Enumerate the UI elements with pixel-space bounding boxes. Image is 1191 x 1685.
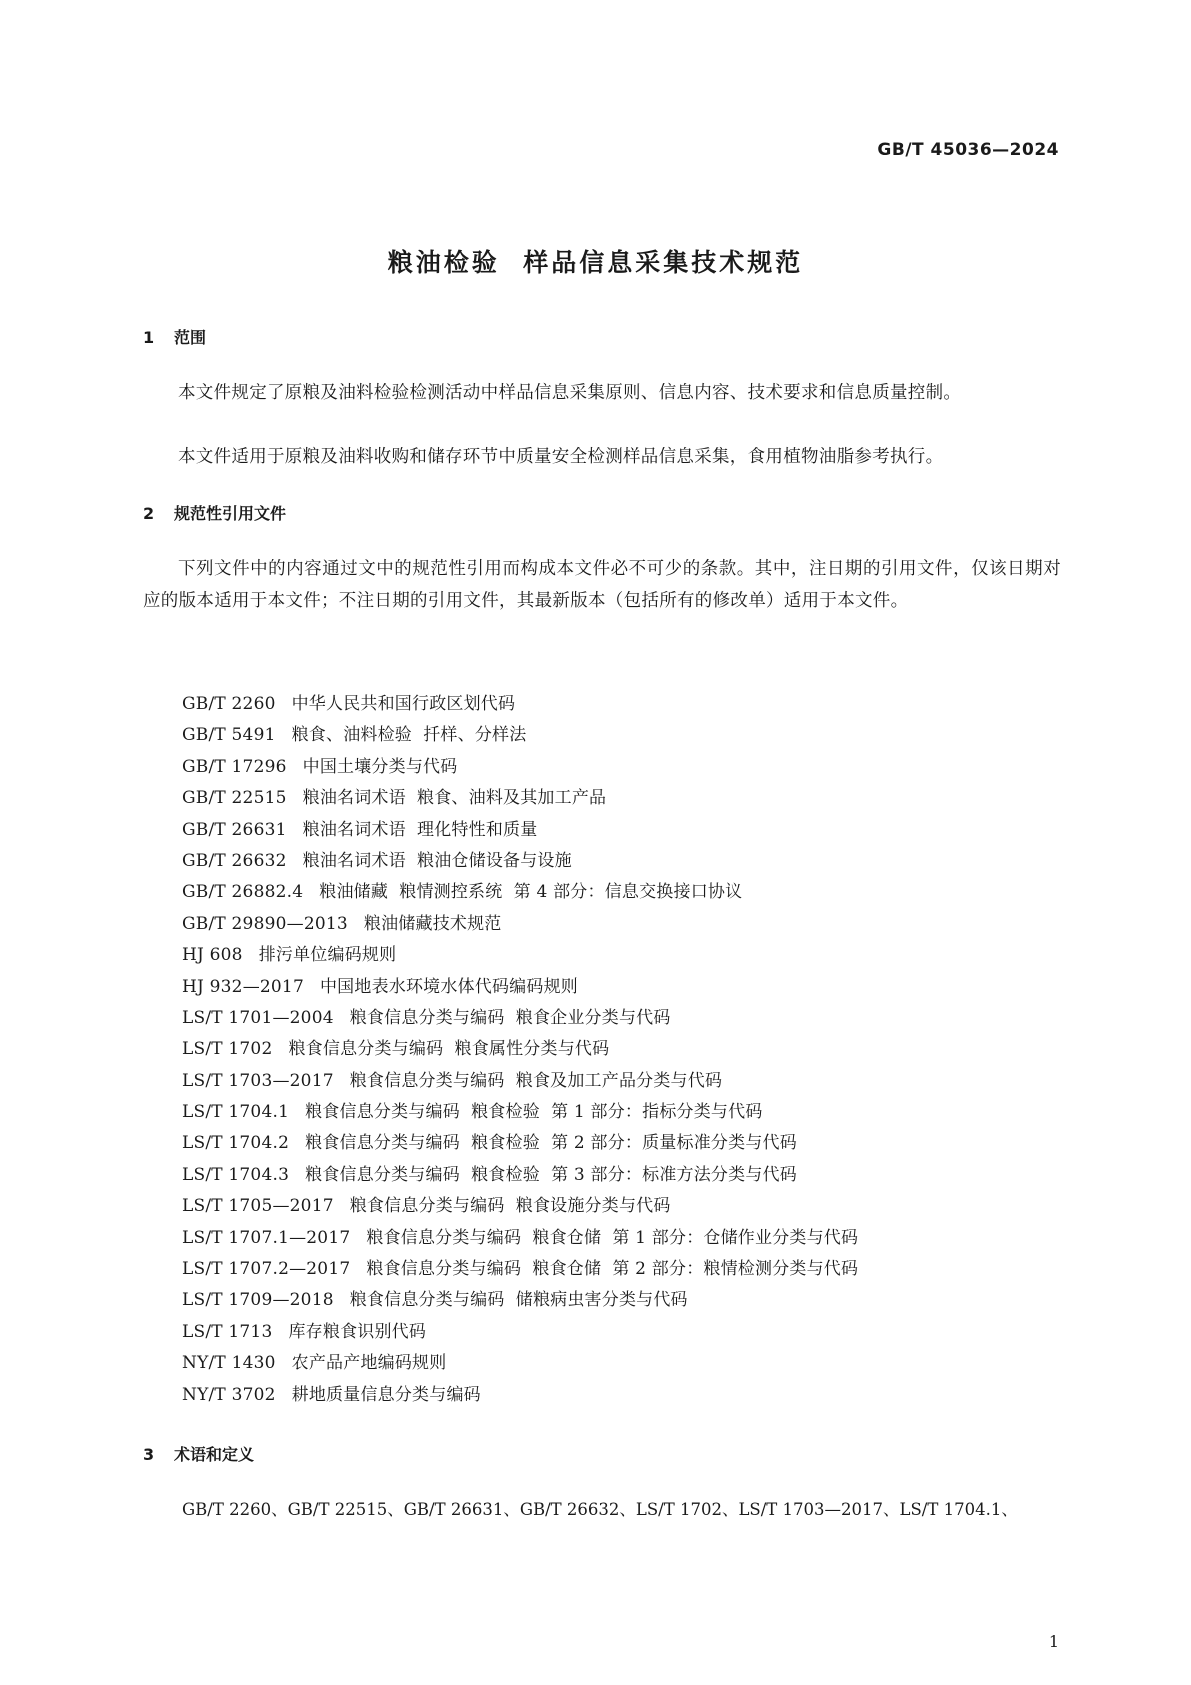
reference-title: 粮食信息分类与编码 粮食企业分类与代码 [349,1007,671,1028]
section-title: 范围 [174,328,207,347]
reference-item [182,783,858,814]
reference-code: LS/T 1703—2017 [182,1070,334,1091]
reference-title: 粮油储藏 粮情测控系统 第 4 部分：信息交换接口协议 [319,882,743,903]
reference-title: 粮食信息分类与编码 粮食检验 第 1 部分：指标分类与代码 [305,1102,763,1123]
reference-title: 粮油名词术语 粮食、油料及其加工产品 [302,788,607,809]
reference-title: 中国土壤分类与代码 [302,756,458,777]
reference-title: 粮食信息分类与编码 粮食设施分类与代码 [349,1196,671,1217]
reference-code: GB/T 5491 [182,725,276,746]
reference-title: 粮油储藏技术规范 [363,913,502,934]
reference-item [182,1066,858,1097]
reference-code: GB/T 2260 [182,694,276,714]
reference-code: GB/T 26631 [182,819,287,840]
reference-title: 排污单位编码规则 [258,945,397,966]
reference-title: 粮食信息分类与编码 粮食检验 第 3 部分：标准方法分类与代码 [305,1164,797,1185]
section-number: 2 [143,504,155,523]
reference-title: 粮食信息分类与编码 粮食检验 第 2 部分：质量标准分类与代码 [305,1133,797,1154]
reference-item [182,877,858,908]
reference-title: 农产品产地编码规则 [291,1353,447,1374]
reference-code: LS/T 1707.2—2017 [182,1259,351,1280]
reference-item [182,940,858,971]
reference-code: HJ 608 [182,945,243,966]
reference-item [182,1097,858,1128]
reference-item [182,1191,858,1222]
reference-item [182,1285,858,1316]
reference-item [182,972,858,1003]
reference-item [182,720,858,751]
reference-item [182,1003,858,1034]
terms-intro: GB/T 2260、GB/T 22515、GB/T 26631、GB/T 26632、LS/T 1702、LS/T 1703—2017、LS/T 1704.1、 [182,1500,1018,1519]
reference-code: LS/T 1704.1 [182,1102,290,1123]
reference-item [182,1223,858,1254]
reference-code: LS/T 1704.3 [182,1164,290,1185]
reference-item [182,1317,858,1348]
section-number: 1 [143,328,155,347]
section-3-heading [143,1442,254,1465]
section-1-heading [143,325,206,348]
reference-title: 粮食信息分类与编码 粮食及加工产品分类与代码 [349,1070,723,1091]
section-2-heading [143,501,286,524]
reference-code: LS/T 1705—2017 [182,1196,334,1217]
reference-item [182,815,858,846]
reference-item [182,1348,858,1379]
reference-title: 耕地质量信息分类与编码 [291,1384,481,1405]
reference-code: GB/T 22515 [182,788,287,809]
reference-code: GB/T 26882.4 [182,882,304,903]
section-number: 3 [143,1445,155,1464]
section-title: 术语和定义 [174,1445,255,1464]
reference-item [182,1034,858,1065]
reference-item [182,1160,858,1191]
reference-code: LS/T 1713 [182,1321,273,1342]
reference-code: GB/T 29890—2013 [182,913,348,934]
references-intro: 下列文件中的内容通过文中的规范性引用而构成本文件必不可少的条款。其中，注日期的引用文件，仅该日期对应的版本适用于本文件；不注日期的引用文件，其最新版本（包括所有的修改单）适用于本文件。 [143,559,1061,611]
reference-code: LS/T 1704.2 [182,1133,290,1154]
reference-item [182,909,858,940]
reference-code: LS/T 1709—2018 [182,1290,334,1311]
reference-title: 粮油名词术语 粮油仓储设备与设施 [302,850,572,871]
reference-title: 库存粮食识别代码 [288,1321,427,1342]
scope-paragraph-1: 本文件规定了原粮及油料检验检测活动中样品信息采集原则、信息内容、技术要求和信息质量控制。 [178,383,962,403]
reference-title: 粮食信息分类与编码 粮食属性分类与代码 [288,1039,610,1060]
reference-code: LS/T 1702 [182,1039,273,1060]
reference-title: 粮食、油料检验 扦样、分样法 [291,725,527,746]
reference-list [182,689,858,1411]
reference-code: NY/T 3702 [182,1384,276,1405]
reference-code: GB/T 17296 [182,756,287,777]
reference-item [182,689,858,720]
reference-title: 粮食信息分类与编码 储粮病虫害分类与代码 [349,1290,688,1311]
reference-item [182,1128,858,1159]
reference-item [182,1254,858,1285]
reference-item [182,846,858,877]
document-title: 粮油检验 样品信息采集技术规范 [387,248,804,277]
reference-code: NY/T 1430 [182,1353,276,1374]
reference-code: LS/T 1701—2004 [182,1007,334,1028]
reference-code: LS/T 1707.1—2017 [182,1227,351,1248]
reference-item [182,752,858,783]
section-title: 规范性引用文件 [174,504,287,523]
scope-paragraph-2: 本文件适用于原粮及油料收购和储存环节中质量安全检测样品信息采集，食用植物油脂参考执行。 [178,447,944,467]
reference-title: 粮油名词术语 理化特性和质量 [302,819,538,840]
reference-title: 粮食信息分类与编码 粮食仓储 第 2 部分：粮情检测分类与代码 [366,1259,859,1280]
reference-item [182,1380,858,1411]
standard-code: GB/T 45036—2024 [877,140,1059,160]
reference-code: HJ 932—2017 [182,976,304,997]
reference-code: GB/T 26632 [182,850,287,871]
reference-title: 粮食信息分类与编码 粮食仓储 第 1 部分：仓储作业分类与代码 [366,1227,859,1248]
page-number: 1 [1048,1632,1059,1651]
reference-title: 中国地表水环境水体代码编码规则 [319,976,578,997]
reference-title: 中华人民共和国行政区划代码 [291,694,516,714]
